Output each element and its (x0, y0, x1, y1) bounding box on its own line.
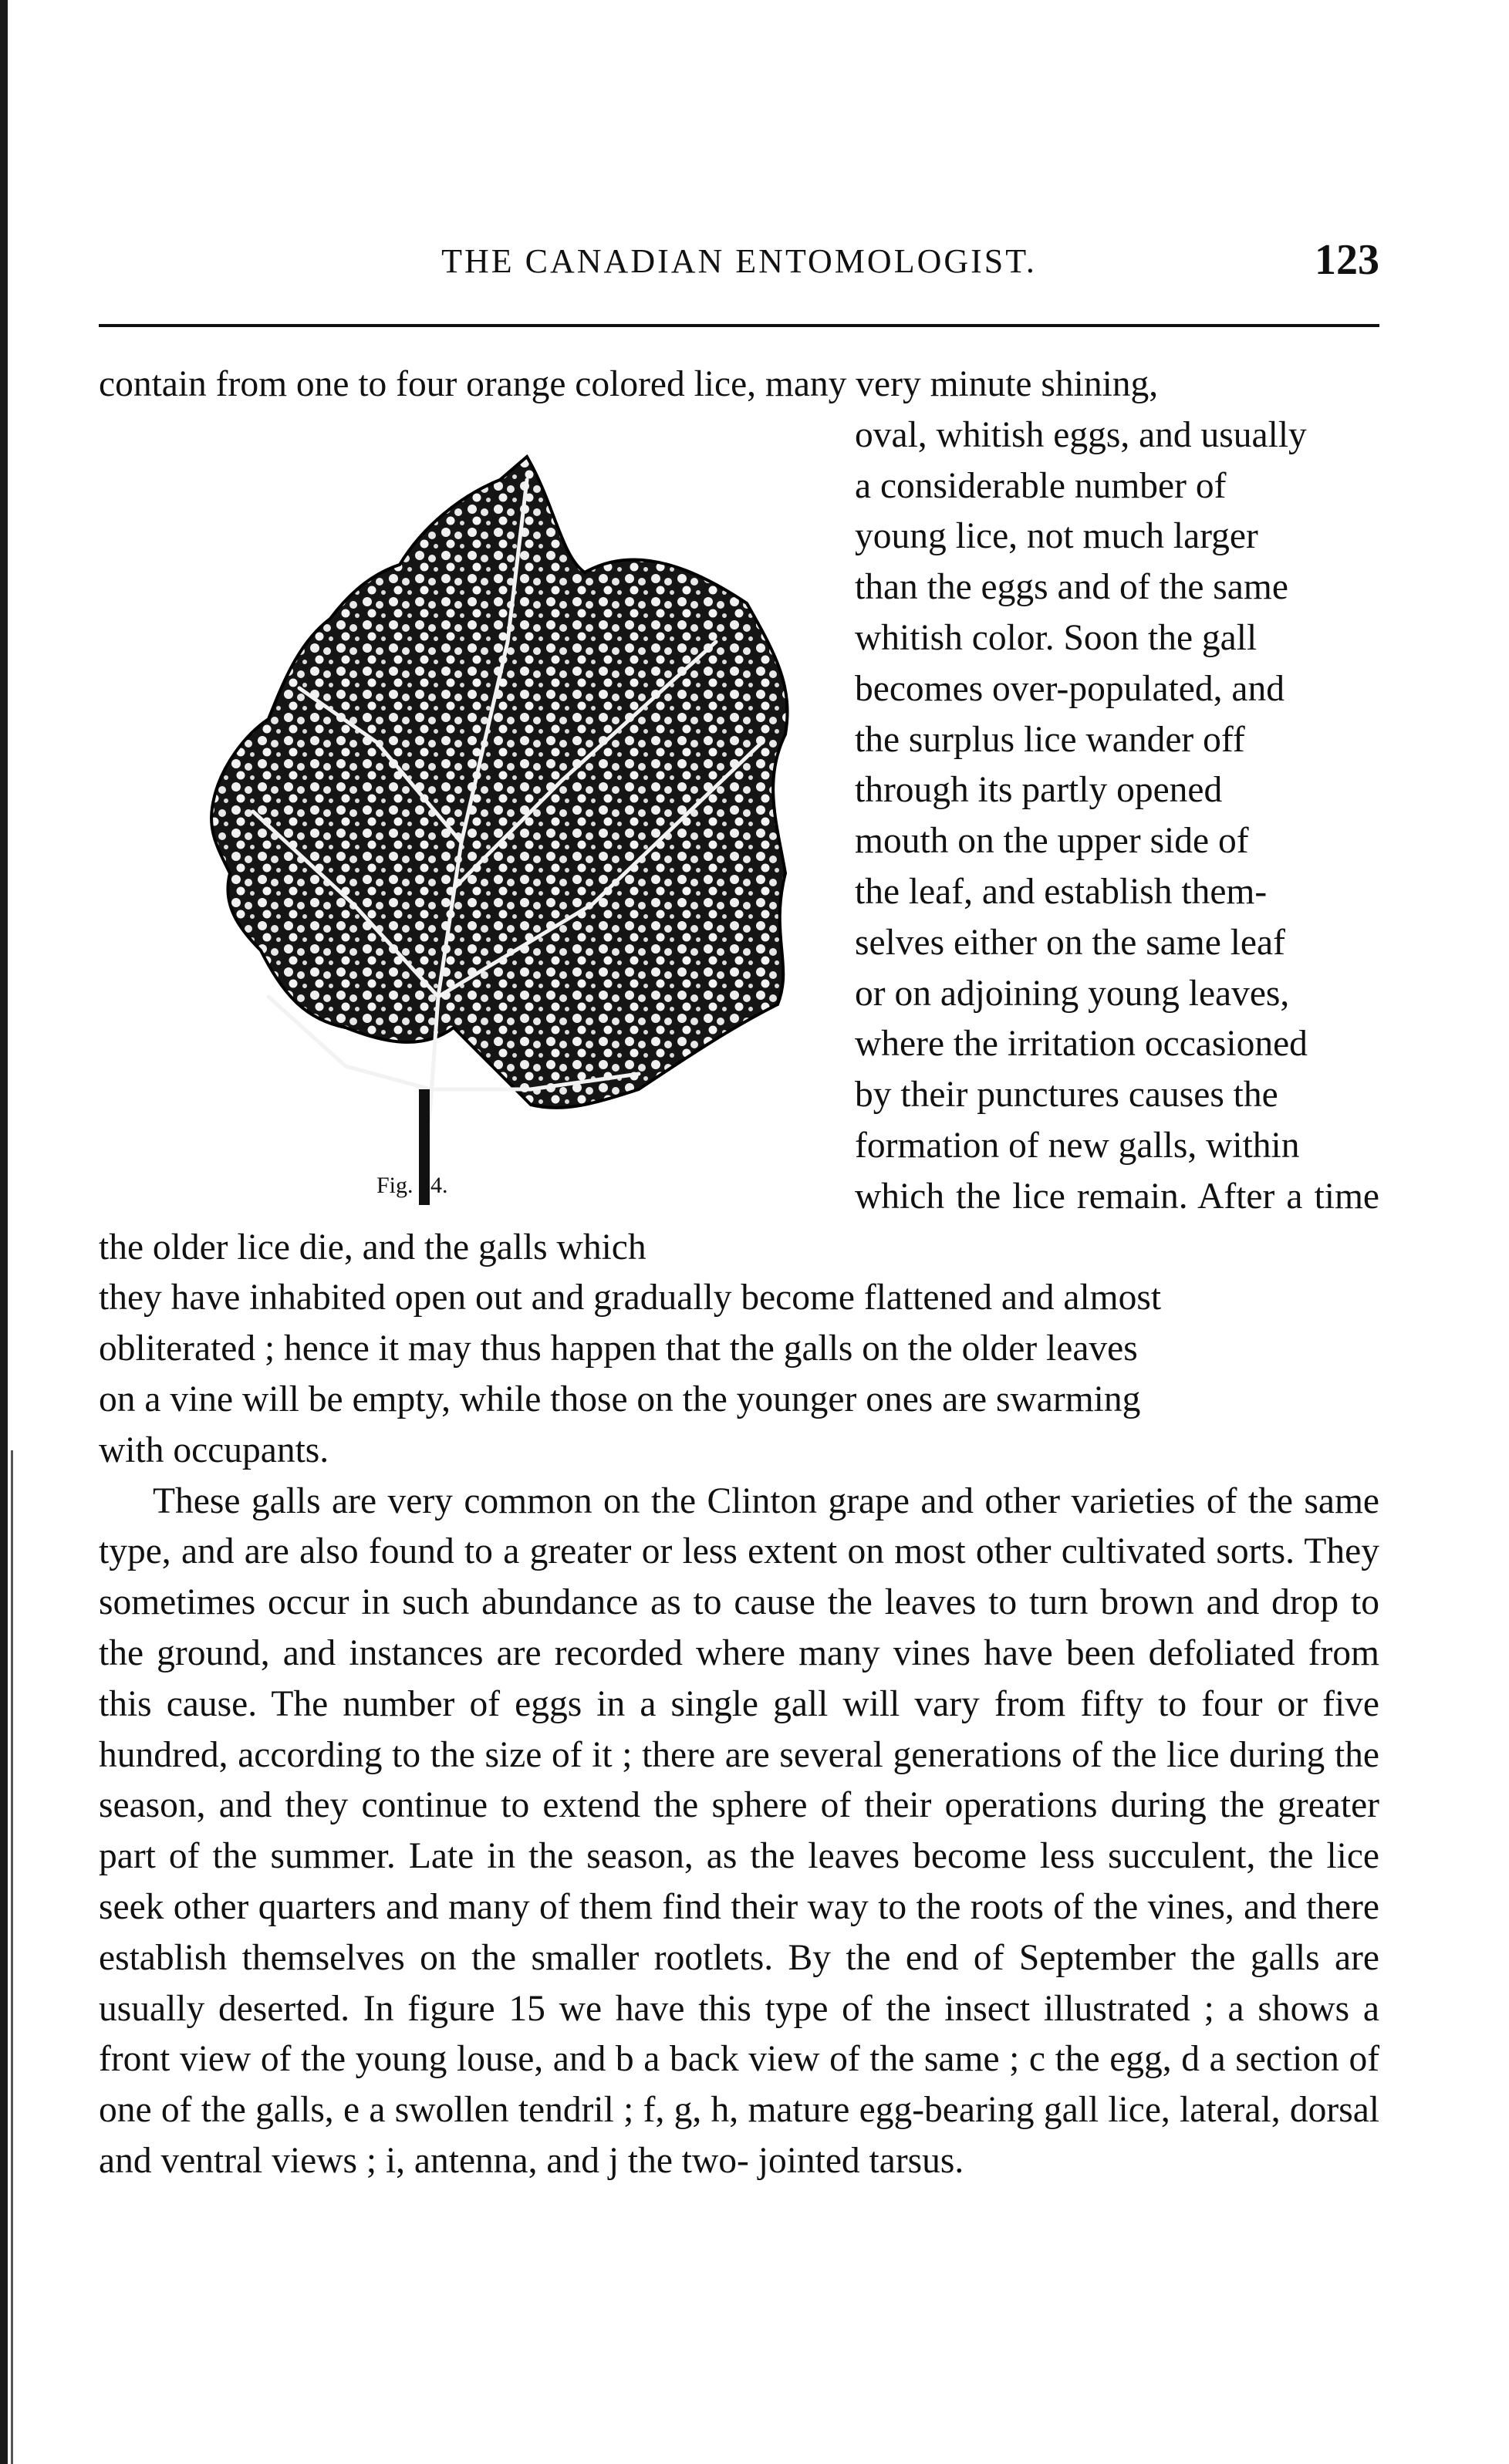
text-line: gall lice, lateral, dorsal and ventral views ; i, antenna, and j the two- (99, 2090, 1380, 2181)
text-line: during the greater part of the summer. Late in the season, as the leaves (99, 1785, 1379, 1877)
text-line: through its partly opened (855, 770, 1223, 811)
text-line: contain from one to four orange colored lice, many very minute shining, (99, 364, 1159, 404)
header-rule (99, 324, 1379, 327)
page-number: 123 (1315, 236, 1379, 284)
figure-grape-leaf (99, 410, 839, 1220)
figure-caption: Fig. 14. (376, 1172, 448, 1198)
text-line: become less succulent, the lice seek other quarters and many of them find (99, 1836, 1379, 1927)
text-line: young lice, not much larger (855, 516, 1258, 557)
scan-edge-line (11, 1450, 13, 2464)
text-line: other cultivated sorts. They sometimes occur in such abundance as to (99, 1531, 1380, 1623)
text-line: the leaf, and establish them- (855, 871, 1268, 912)
text-line: by their punctures causes the (855, 1075, 1278, 1116)
text-line: smaller rootlets. By the end of September the galls are usually deserted. (99, 1937, 1379, 2029)
text-line: formation of new galls, within (855, 1125, 1300, 1166)
text-line: recorded where many vines have been defoliated from this cause. The (99, 1632, 1379, 1724)
text-line: than the eggs and of the same (855, 567, 1288, 608)
running-title: THE CANADIAN ENTOMOLOGIST. (441, 242, 1037, 280)
text-line: a considerable number of (855, 465, 1227, 506)
text-line: or on adjoining young leaves, (855, 973, 1290, 1014)
text-line: becomes over-populated, and (855, 668, 1285, 709)
text-line: whitish color. Soon the gall (855, 617, 1258, 658)
paragraph (99, 1477, 1379, 2187)
text-line: jointed tarsus. (758, 2140, 964, 2181)
text-line: These galls are very common on the Clinton grape and other varieties (153, 1480, 1196, 1521)
text-line: the surplus lice wander off (855, 719, 1245, 760)
text-line: which the lice remain. After a time the older lice die, and the galls which (99, 1176, 1379, 1267)
text-line: their way to the roots of the vines, and there establish themselves on the (99, 1886, 1380, 1978)
text-line: obliterated ; hence it may thus happen that the galls on the older leaves (99, 1328, 1138, 1369)
paragraph (99, 359, 1379, 1477)
text-line: of the same type, and are also found to a greater or less extent on most (99, 1480, 1379, 1572)
scan-edge (0, 0, 8, 2464)
text-line: section of one of the galls, e a swollen tendril ; f, g, h, mature egg-bearing (99, 2039, 1380, 2131)
text-line: oval, whitish eggs, and usually (855, 414, 1307, 455)
text-line: number of eggs in a single gall will vary from fifty to four or five hundred, (99, 1683, 1380, 1775)
running-head (99, 235, 1379, 282)
text-line: In figure 15 we have this type of the insect illustrated ; a shows a front (99, 1988, 1379, 2080)
text-line: they have inhabited open out and gradually become flattened and almost (99, 1278, 1162, 1318)
text-line: on a vine will be empty, while those on the younger ones are swarming (99, 1379, 1141, 1419)
text-line: view of the young louse, and b a back view of the same ; c the egg, d a (179, 2039, 1226, 2080)
body-text (99, 359, 1379, 2187)
text-line: the season, and they continue to extend the sphere of their operations (99, 1734, 1380, 1826)
text-line: cause the leaves to turn brown and drop to the ground, and instances are (99, 1582, 1379, 1673)
text-line: with occupants. (99, 1429, 329, 1470)
text-line: mouth on the upper side of (855, 821, 1249, 862)
grape-leaf-illustration (99, 410, 839, 1220)
text-line: where the irritation occasioned (855, 1024, 1308, 1065)
text-line: selves either on the same leaf (855, 922, 1285, 963)
text-line: according to the size of it ; there are several generations of the lice during (238, 1734, 1325, 1775)
